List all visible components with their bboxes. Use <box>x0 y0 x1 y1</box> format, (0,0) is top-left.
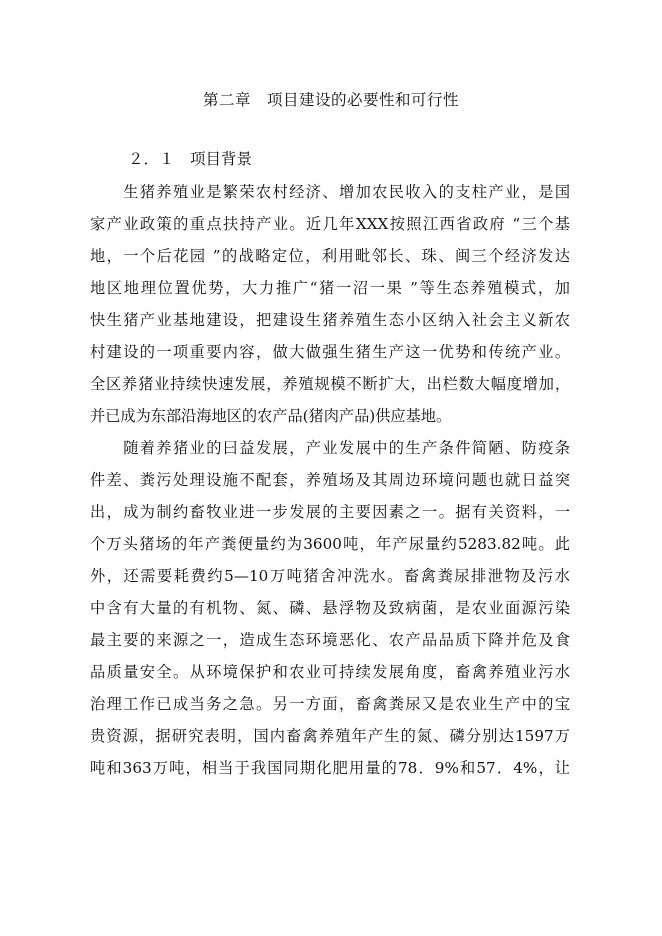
paragraph-2-line: 中含有大量的有机物、氮、磷、悬浮物及致病菌，是农业面源污染 <box>90 599 570 617</box>
paragraph-2-line: 出，成为制约畜牧业进一步发展的主要因素之一。据有关资料，一 <box>90 503 570 521</box>
paragraph-2-line: 品质量安全。从环境保护和农业可持续发展角度，畜禽养殖业污水 <box>90 663 570 681</box>
paragraph-1-line: 并已成为东部沿海地区的农产品(猪肉产品)供应基地。 <box>90 407 452 425</box>
paragraph-2-line: 件差、粪污处理设施不配套，养殖场及其周边环境问题也就日益突 <box>90 471 570 489</box>
paragraph-1-line: 全区养猪业持续快速发展，养殖规模不断扩大，出栏数大幅度增加， <box>90 375 570 393</box>
paragraph-1-line: 村建设的一项重要内容，做大做强生猪生产这一优势和传统产业。 <box>90 343 570 361</box>
paragraph-2-line: 随着养猪业的曰益发展，产业发展中的生产条件简陋、防疫条 <box>90 439 570 457</box>
paragraph-1-line: 地区地理位置优势，大力推广“猪一沼一果 ”等生态养殖模式，加 <box>90 279 570 297</box>
paragraph-1-line: 生猪养殖业是繁荣农村经济、增加农民收入的支柱产业，是国 <box>90 183 570 201</box>
paragraph-2-line: 治理工作已成当务之急。另一方面，畜禽粪尿又是农业生产中的宝 <box>90 695 570 713</box>
paragraph-2-line: 外，还需要耗费约5—10万吨猪舍冲洗水。畜禽粪尿排泄物及污水 <box>90 567 570 585</box>
paragraph-2-line: 吨和363万吨，相当于我国同期化肥用量的78．9%和57．4%，让 <box>90 759 570 777</box>
paragraph-2-line: 个万头猪场的年产粪便量约为3600吨，年产尿量约5283.82吨。此 <box>90 535 570 553</box>
paragraph-2-line: 贵资源，据研究表明，国内畜禽养殖年产生的氮、磷分别达1597万 <box>90 727 570 745</box>
paragraph-1-line: 家产业政策的重点扶持产业。近几年XXX按照江西省政府 “三个基 <box>90 215 570 233</box>
paragraph-1-line: 快生猪产业基地建设，把建设生猪养殖生态小区纳入社会主义新农 <box>90 311 570 329</box>
chapter-title: 第二章 项目建设的必要性和可行性 <box>202 91 459 109</box>
section-heading: ２．１ 项目背景 <box>128 150 253 168</box>
paragraph-2-line: 最主要的来源之一，造成生态环境恶化、农产品品质下降并危及食 <box>90 631 570 649</box>
paragraph-1-line: 地，一个后花园 ”的战略定位，利用毗邻长、珠、闽三个经济发达 <box>90 247 570 265</box>
